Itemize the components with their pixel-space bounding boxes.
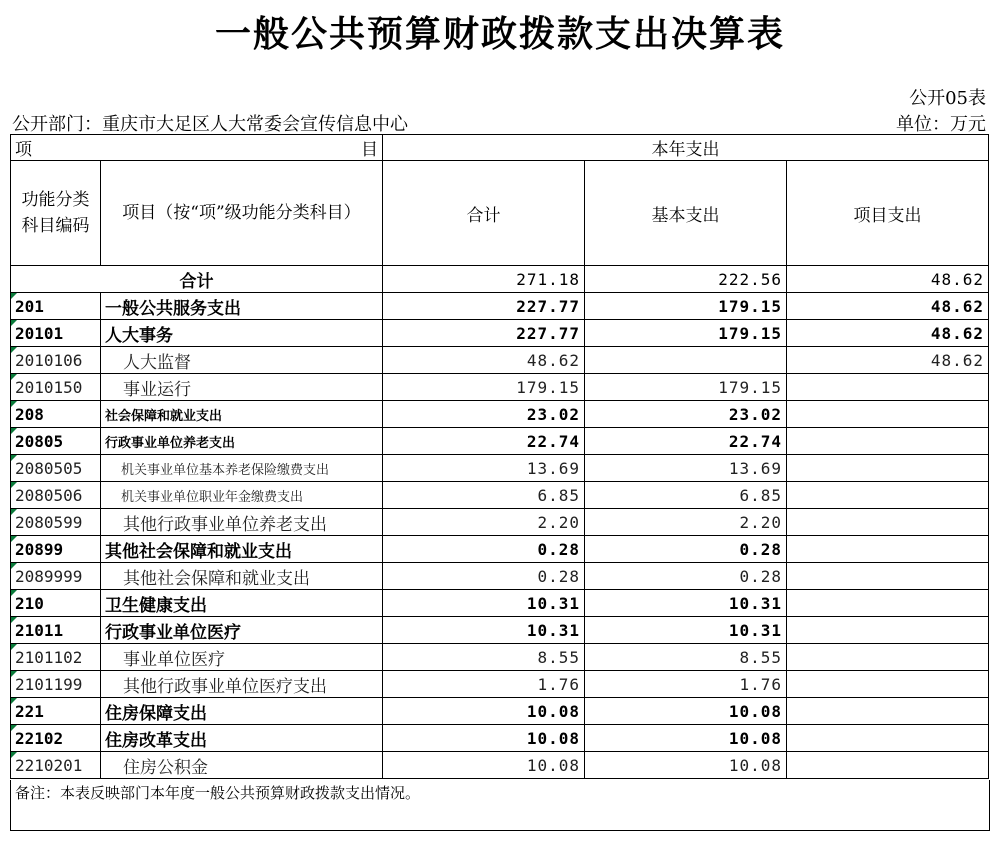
table-row bbox=[11, 671, 989, 698]
row-name: 事业单位医疗 bbox=[101, 644, 383, 671]
row-code: 2080599 bbox=[11, 509, 101, 536]
row-basic bbox=[585, 347, 787, 374]
header-item-end-label: 目 bbox=[361, 140, 378, 160]
row-basic: 8.55 bbox=[585, 644, 787, 671]
row-name: 一般公共服务支出 bbox=[101, 293, 383, 320]
table-row bbox=[11, 374, 989, 401]
row-name: 机关事业单位职业年金缴费支出 bbox=[101, 482, 383, 509]
row-code: 22102 bbox=[11, 725, 101, 752]
row-name: 行政事业单位养老支出 bbox=[101, 428, 383, 455]
row-project: 48.62 bbox=[787, 320, 989, 347]
row-code: 221 bbox=[11, 698, 101, 725]
header-row-1 bbox=[11, 135, 989, 161]
row-basic: 0.28 bbox=[585, 536, 787, 563]
header-code: 功能分类科目编码 bbox=[11, 161, 101, 266]
row-basic: 179.15 bbox=[585, 374, 787, 401]
expenditure-table bbox=[10, 134, 989, 779]
row-total: 227.77 bbox=[383, 320, 585, 347]
row-code: 2080506 bbox=[11, 482, 101, 509]
row-basic: 10.08 bbox=[585, 725, 787, 752]
row-code: 2010150 bbox=[11, 374, 101, 401]
row-basic: 2.20 bbox=[585, 509, 787, 536]
row-project bbox=[787, 509, 989, 536]
row-total: 1.76 bbox=[383, 671, 585, 698]
form-number: 公开05表 bbox=[909, 88, 986, 109]
row-code: 2101199 bbox=[11, 671, 101, 698]
row-total: 6.85 bbox=[383, 482, 585, 509]
row-code: 201 bbox=[11, 293, 101, 320]
row-total: 0.28 bbox=[383, 536, 585, 563]
total-amount: 271.18 bbox=[383, 266, 585, 293]
row-code: 20805 bbox=[11, 428, 101, 455]
table-row bbox=[11, 563, 989, 590]
row-total: 22.74 bbox=[383, 428, 585, 455]
row-basic: 22.74 bbox=[585, 428, 787, 455]
row-name: 机关事业单位基本养老保险缴费支出 bbox=[101, 455, 383, 482]
row-project bbox=[787, 536, 989, 563]
row-name: 行政事业单位医疗 bbox=[101, 617, 383, 644]
row-total: 10.31 bbox=[383, 617, 585, 644]
row-total: 8.55 bbox=[383, 644, 585, 671]
row-name: 人大监督 bbox=[101, 347, 383, 374]
row-code: 2010106 bbox=[11, 347, 101, 374]
table-row bbox=[11, 590, 989, 617]
table-row bbox=[11, 482, 989, 509]
header-item-label: 项 bbox=[15, 140, 32, 160]
row-code: 208 bbox=[11, 401, 101, 428]
table-row bbox=[11, 347, 989, 374]
row-code: 2080505 bbox=[11, 455, 101, 482]
row-total: 23.02 bbox=[383, 401, 585, 428]
row-project bbox=[787, 482, 989, 509]
table-row bbox=[11, 725, 989, 752]
row-basic: 6.85 bbox=[585, 482, 787, 509]
row-basic: 1.76 bbox=[585, 671, 787, 698]
row-total: 48.62 bbox=[383, 347, 585, 374]
row-project bbox=[787, 671, 989, 698]
row-name: 其他社会保障和就业支出 bbox=[101, 563, 383, 590]
row-name: 住房改革支出 bbox=[101, 725, 383, 752]
row-total: 10.08 bbox=[383, 698, 585, 725]
row-code: 21011 bbox=[11, 617, 101, 644]
table-row bbox=[11, 401, 989, 428]
header-current-year: 本年支出 bbox=[383, 135, 989, 161]
row-code: 20101 bbox=[11, 320, 101, 347]
row-code: 210 bbox=[11, 590, 101, 617]
table-row bbox=[11, 617, 989, 644]
row-code: 2101102 bbox=[11, 644, 101, 671]
row-project bbox=[787, 590, 989, 617]
row-basic: 10.31 bbox=[585, 590, 787, 617]
table-row bbox=[11, 293, 989, 320]
row-total: 0.28 bbox=[383, 563, 585, 590]
total-project: 48.62 bbox=[787, 266, 989, 293]
row-basic: 0.28 bbox=[585, 563, 787, 590]
row-basic: 23.02 bbox=[585, 401, 787, 428]
table-row bbox=[11, 536, 989, 563]
row-project bbox=[787, 644, 989, 671]
header-name: 项目（按“项”级功能分类科目） bbox=[101, 161, 383, 266]
row-project bbox=[787, 563, 989, 590]
row-name: 其他行政事业单位养老支出 bbox=[101, 509, 383, 536]
row-project: 48.62 bbox=[787, 293, 989, 320]
table-row bbox=[11, 509, 989, 536]
row-code: 2089999 bbox=[11, 563, 101, 590]
row-project bbox=[787, 401, 989, 428]
table-row bbox=[11, 644, 989, 671]
row-project bbox=[787, 455, 989, 482]
total-row bbox=[11, 266, 989, 293]
row-project bbox=[787, 698, 989, 725]
row-name: 社会保障和就业支出 bbox=[101, 401, 383, 428]
row-total: 13.69 bbox=[383, 455, 585, 482]
row-name: 卫生健康支出 bbox=[101, 590, 383, 617]
row-basic: 179.15 bbox=[585, 293, 787, 320]
row-name: 其他行政事业单位医疗支出 bbox=[101, 671, 383, 698]
row-total: 10.08 bbox=[383, 725, 585, 752]
table-row bbox=[11, 698, 989, 725]
table-row bbox=[11, 320, 989, 347]
header-basic: 基本支出 bbox=[585, 161, 787, 266]
unit-label: 单位：万元 bbox=[896, 114, 986, 135]
row-total: 2.20 bbox=[383, 509, 585, 536]
row-basic: 179.15 bbox=[585, 320, 787, 347]
row-basic: 10.31 bbox=[585, 617, 787, 644]
header-project: 项目支出 bbox=[787, 161, 989, 266]
row-project bbox=[787, 617, 989, 644]
table-row bbox=[11, 752, 989, 779]
row-name: 人大事务 bbox=[101, 320, 383, 347]
row-total: 179.15 bbox=[383, 374, 585, 401]
table-row bbox=[11, 455, 989, 482]
row-basic: 13.69 bbox=[585, 455, 787, 482]
row-project: 48.62 bbox=[787, 347, 989, 374]
row-name: 住房公积金 bbox=[101, 752, 383, 779]
report-title: 一般公共预算财政拨款支出决算表 bbox=[214, 13, 785, 55]
row-basic: 10.08 bbox=[585, 752, 787, 779]
row-basic: 10.08 bbox=[585, 698, 787, 725]
total-basic: 222.56 bbox=[585, 266, 787, 293]
row-total: 227.77 bbox=[383, 293, 585, 320]
row-project bbox=[787, 725, 989, 752]
row-total: 10.31 bbox=[383, 590, 585, 617]
note-text: 备注：本表反映部门本年度一般公共预算财政拨款支出情况。 bbox=[15, 784, 421, 802]
row-name: 事业运行 bbox=[101, 374, 383, 401]
header-item-cell bbox=[11, 135, 383, 161]
row-code: 20899 bbox=[11, 536, 101, 563]
row-total: 10.08 bbox=[383, 752, 585, 779]
row-project bbox=[787, 374, 989, 401]
total-label: 合计 bbox=[11, 266, 383, 293]
row-code: 2210201 bbox=[11, 752, 101, 779]
row-name: 其他社会保障和就业支出 bbox=[101, 536, 383, 563]
header-row-2 bbox=[11, 161, 989, 266]
department-label: 公开部门：重庆市大足区人大常委会宣传信息中心 bbox=[12, 114, 408, 135]
note-area bbox=[10, 780, 990, 831]
row-project bbox=[787, 428, 989, 455]
row-name: 住房保障支出 bbox=[101, 698, 383, 725]
header-total: 合计 bbox=[383, 161, 585, 266]
table-row bbox=[11, 428, 989, 455]
row-project bbox=[787, 752, 989, 779]
